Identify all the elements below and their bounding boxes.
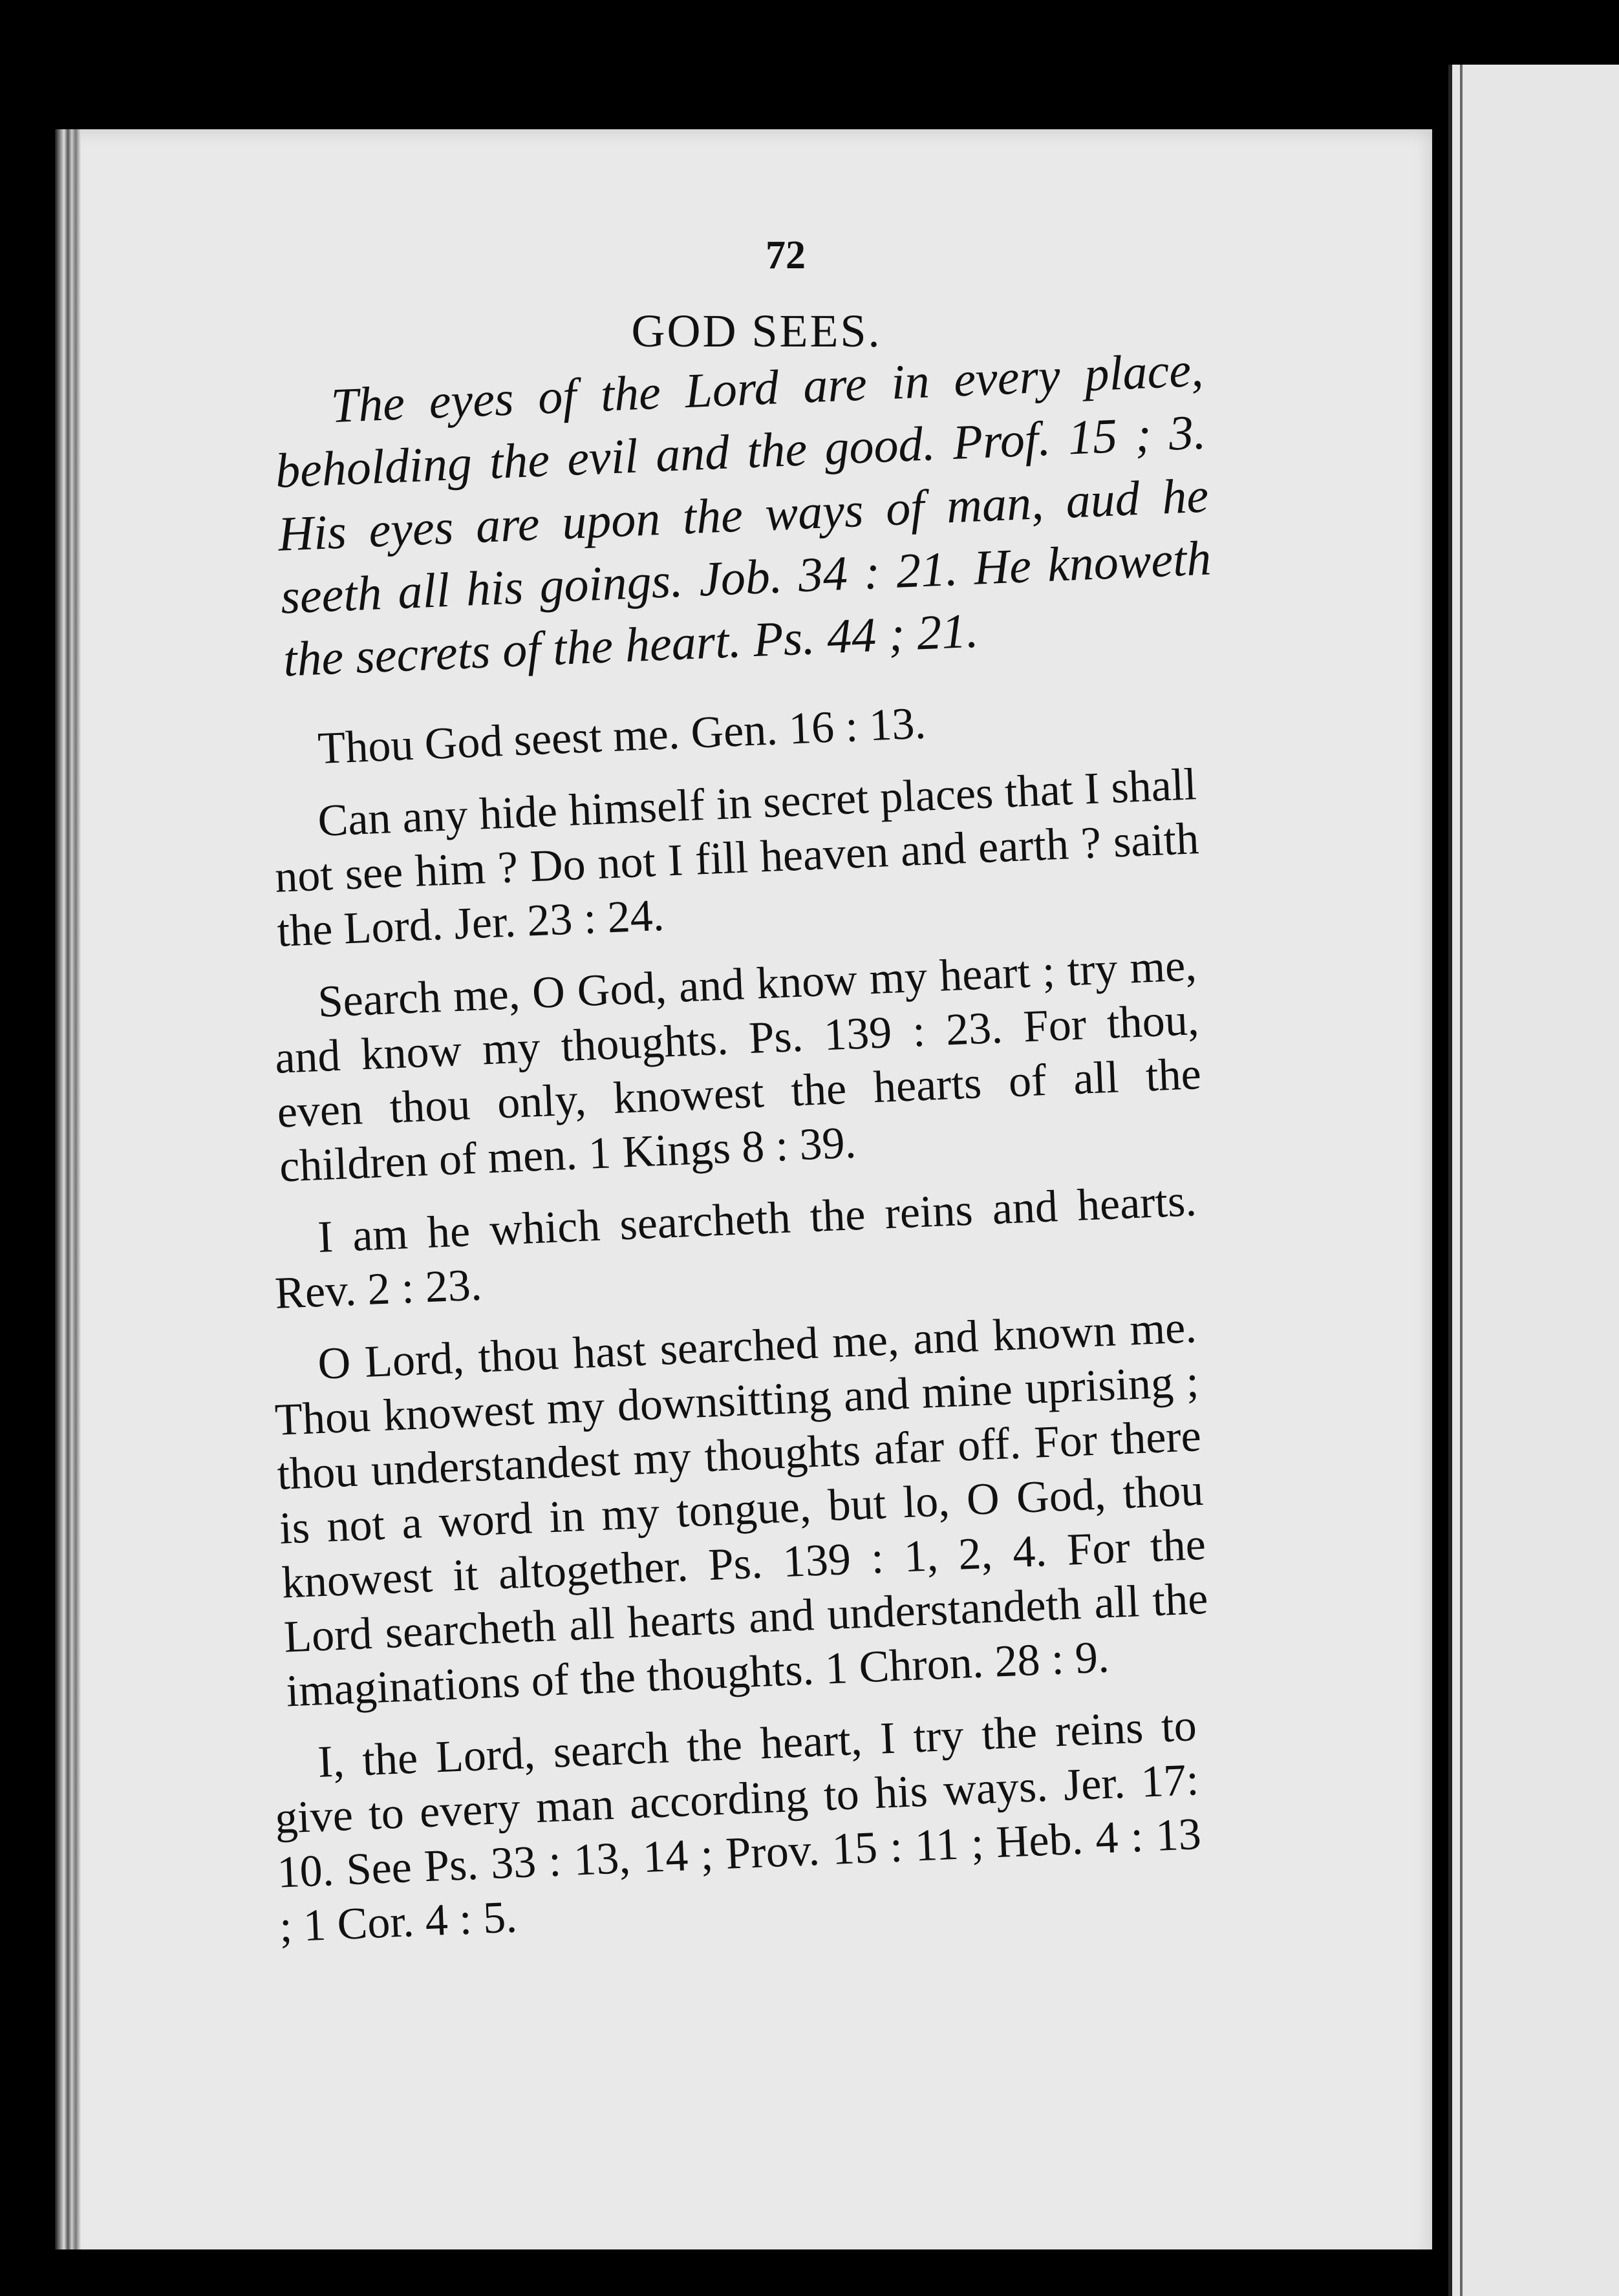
- scripture-passage-italic: The eyes of the Lord are in every place, beholding the evil and the good. Prof. 15 ; 3. His eyes are upon the ways of man, aud he seeth all his goings. Job. 34 : 21. He knoweth the secrets of the heart. Ps. 44 ; 21.: [274, 342, 1212, 687]
- scripture-passage: O Lord, thou hast searched me, and known me. Thou knowest my downsitting and mine uprising ; thou understandest my thoughts afar off. For there is not a word in my tongue, but lo, O God, thou knowest it altogether. Ps. 139 : 1, 2, 4. For the Lord searcheth all hearts and understandeth all the imaginations of the thoughts. 1 Chron. 28 : 9.: [273, 1302, 1209, 1717]
- scripture-passage: Search me, O God, and know my heart ; try me, and know my thoughts. Ps. 139 : 23. For thou, even thou only, knowest the hearts of all the children of men. 1 Kings 8 : 39.: [273, 941, 1203, 1193]
- scripture-passage: I am he which searcheth the reins and hearts. Rev. 2 : 23.: [273, 1176, 1198, 1319]
- facing-page: [1448, 65, 1619, 2296]
- scripture-passage: Thou God seest me. Gen. 16 : 13.: [317, 698, 927, 774]
- page-bottom-edge: [55, 2249, 1432, 2296]
- page-content: [272, 233, 1306, 1973]
- page-edge: [55, 129, 81, 2262]
- scripture-passage: Can any hide himself in secret places that I shall not see him ? Do not I fill heaven and earth ? saith the Lord. Jer. 23 : 24.: [273, 760, 1200, 957]
- page-fold: [1460, 65, 1463, 2296]
- page-number: 72: [766, 233, 806, 277]
- scripture-passage: I, the Lord, search the heart, I try the reins to give to every man according to his ways. Jer. 17: 10. See Ps. 33 : 13, 14 ; Prov. 15 : 11 ; Heb. 4 : 13 ; 1 Cor. 4 : 5.: [273, 1701, 1203, 1953]
- page-heading: GOD SEES.: [631, 305, 882, 357]
